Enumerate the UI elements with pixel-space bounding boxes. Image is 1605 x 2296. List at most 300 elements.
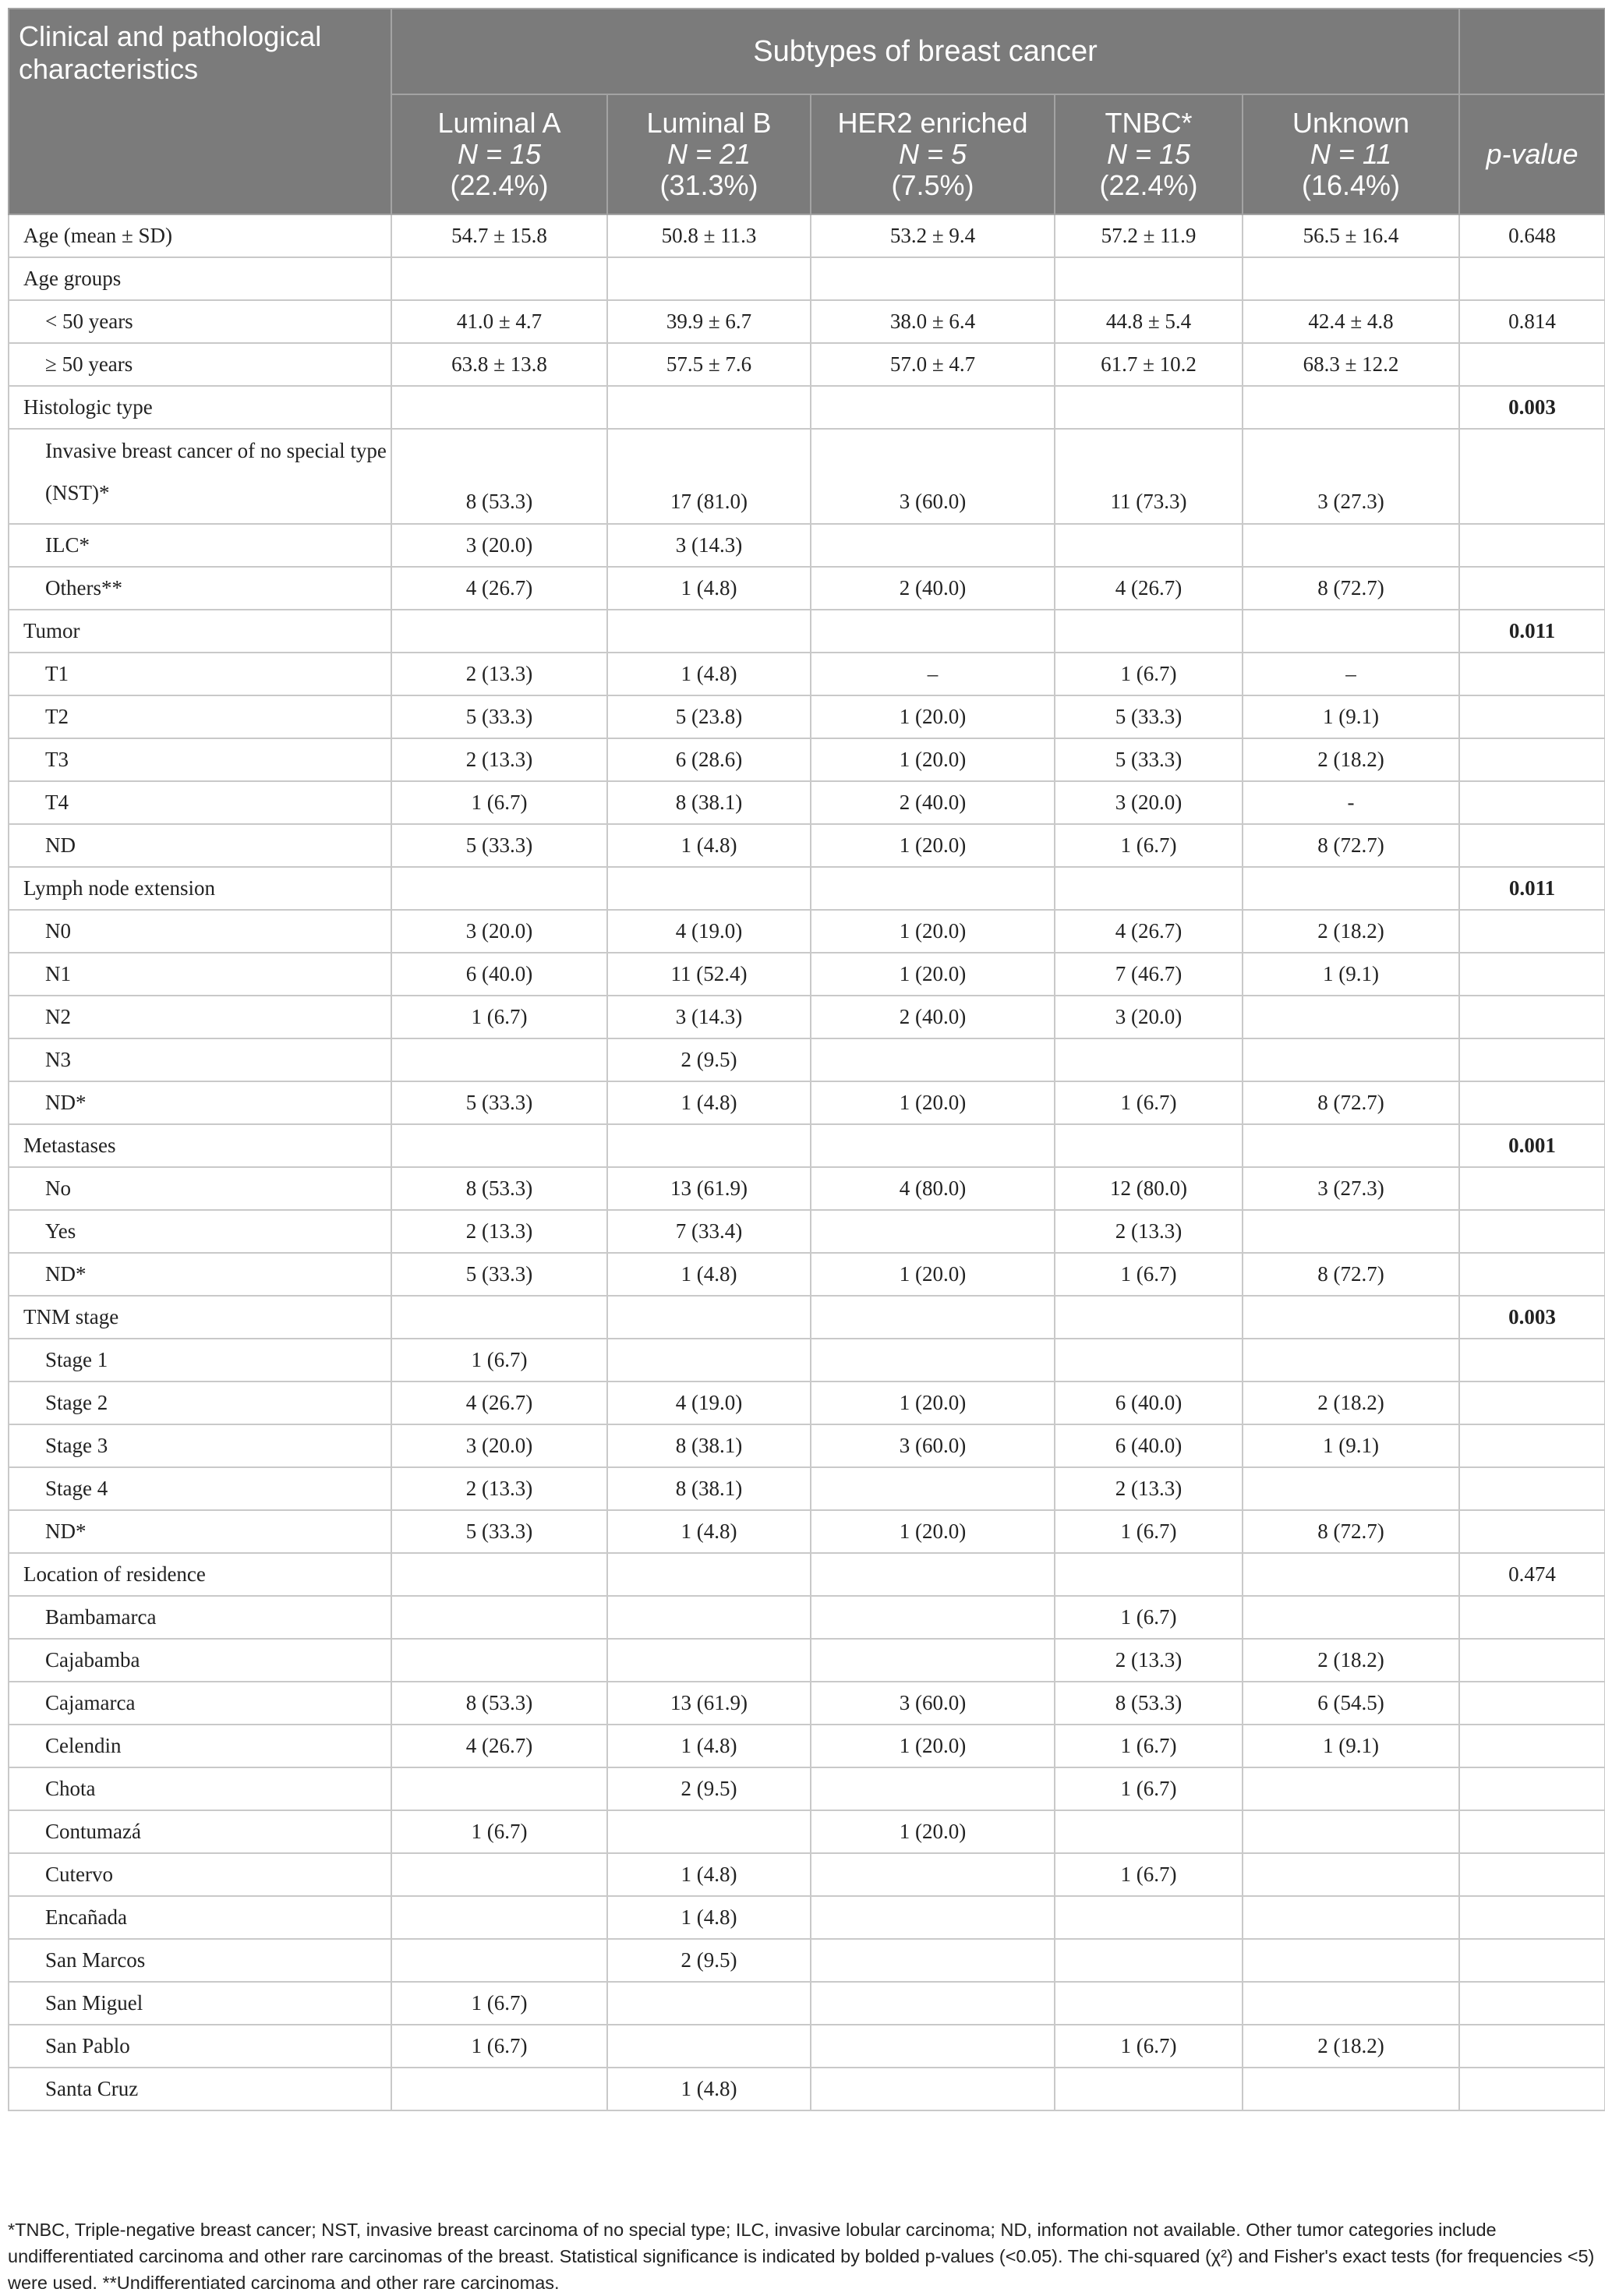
section-label: Age (mean ± SD) [9,214,391,257]
table-cell [811,1124,1055,1167]
p-value-label: p-value [1486,138,1578,170]
p-value-cell [1459,1424,1605,1467]
p-value-cell [1459,1639,1605,1682]
p-value-cell [1459,1467,1605,1510]
p-value-cell: 0.003 [1459,386,1605,429]
table-cell [391,1038,607,1081]
table-cell: 1 (20.0) [811,910,1055,953]
table-cell [1055,1896,1243,1939]
table-cell: 1 (4.8) [607,1896,811,1939]
table-cell [1055,1939,1243,1982]
column-name: Luminal B [646,107,772,139]
table-cell: 1 (6.7) [391,1982,607,2025]
table-row [9,300,1605,343]
table-cell [1055,257,1243,300]
table-cell [607,1982,811,2025]
table-row [9,1081,1605,1124]
table-cell: 1 (6.7) [391,2025,607,2068]
table-cell: 1 (9.1) [1243,1725,1459,1767]
table-cell [1243,996,1459,1038]
table-row [9,257,1605,300]
column-name: TNBC* [1105,107,1193,139]
table-cell: 2 (9.5) [607,1939,811,1982]
table-cell: 2 (40.0) [811,781,1055,824]
row-label: Cajamarca [9,1682,391,1725]
table-cell [1055,1296,1243,1339]
table-cell [811,610,1055,653]
p-value-cell [1459,1767,1605,1810]
table-cell [391,1124,607,1167]
table-cell: 8 (53.3) [391,1682,607,1725]
table-cell [1055,1553,1243,1596]
table-cell [811,1896,1055,1939]
table-cell [811,1553,1055,1596]
table-row [9,653,1605,695]
row-label: < 50 years [9,300,391,343]
table-cell [391,257,607,300]
p-value-cell [1459,953,1605,996]
table-row [9,1210,1605,1253]
table-cell: 1 (20.0) [811,1810,1055,1853]
table-cell: 1 (20.0) [811,1381,1055,1424]
table-cell [607,257,811,300]
column-n: N = 15 [1106,138,1191,170]
table-cell [811,867,1055,910]
row-label: ILC* [9,524,391,567]
table-cell: 5 (33.3) [391,1081,607,1124]
table-cell [391,1296,607,1339]
table-cell: 4 (26.7) [391,1725,607,1767]
table-row [9,953,1605,996]
column-n: N = 11 [1310,138,1392,170]
p-value-cell [1459,343,1605,386]
table-cell: 3 (14.3) [607,996,811,1038]
table-cell [391,1853,607,1896]
row-label: T2 [9,695,391,738]
table-cell [607,2025,811,2068]
table-cell: 56.5 ± 16.4 [1243,214,1459,257]
table-cell [391,610,607,653]
table-cell: 57.0 ± 4.7 [811,343,1055,386]
table-cell: 6 (28.6) [607,738,811,781]
table-row [9,1339,1605,1381]
table-cell: 5 (33.3) [391,824,607,867]
p-value-cell [1459,1339,1605,1381]
table-cell [811,1596,1055,1639]
table-footnote: *TNBC, Triple-negative breast cancer; NST, invasive breast carcinoma of no special type; ILC, invasive lobular carcinoma; ND, information not available. Other tumor categories include undifferentiated carcinoma and other rare carcinomas of the breast. Statistical significance is indicated by bolded p-values (<0.05). The chi-squared (χ²) and Fisher's exact tests (for frequencies <5) were used. **Undifferentiated carcinoma and other rare carcinomas. [8,2220,1595,2293]
column-n: N = 5 [898,138,967,170]
table-cell: 39.9 ± 6.7 [607,300,811,343]
table-cell: 1 (20.0) [811,1253,1055,1296]
row-label: San Pablo [9,2025,391,2068]
p-value-cell [1459,567,1605,610]
group-header: Subtypes of breast cancer [391,9,1459,94]
table-cell: 1 (4.8) [607,1253,811,1296]
table-cell: 12 (80.0) [1055,1167,1243,1210]
table-cell: 1 (6.7) [1055,1510,1243,1553]
table-cell: 2 (13.3) [391,738,607,781]
row-label: Stage 1 [9,1339,391,1381]
table-cell: 1 (6.7) [1055,1081,1243,1124]
corner-header: Clinical and pathological characteristics [9,9,391,214]
table-cell: 2 (18.2) [1243,1639,1459,1682]
p-value-cell [1459,1167,1605,1210]
table-cell [391,1639,607,1682]
table-row [9,781,1605,824]
column-n: N = 21 [666,138,751,170]
table-cell: 8 (38.1) [607,1467,811,1510]
table-cell: 41.0 ± 4.7 [391,300,607,343]
p-value-cell [1459,1081,1605,1124]
table-cell: 1 (20.0) [811,695,1055,738]
table-cell [811,2068,1055,2110]
row-label: Santa Cruz [9,2068,391,2110]
table-cell: 57.2 ± 11.9 [1055,214,1243,257]
table-cell: 4 (19.0) [607,1381,811,1424]
table-cell: 1 (20.0) [811,1725,1055,1767]
table-cell: 3 (60.0) [811,429,1055,524]
table-row [9,695,1605,738]
table-cell [391,386,607,429]
table-cell: 6 (54.5) [1243,1682,1459,1725]
table-cell [1243,1339,1459,1381]
table-cell: 8 (53.3) [391,429,607,524]
table-cell: 4 (26.7) [1055,567,1243,610]
row-label: Others** [9,567,391,610]
row-label: No [9,1167,391,1210]
table-cell: 2 (13.3) [1055,1467,1243,1510]
table-cell [1055,1038,1243,1081]
table-row [9,386,1605,429]
table-cell: 7 (33.4) [607,1210,811,1253]
table-cell: 5 (23.8) [607,695,811,738]
row-label: Stage 2 [9,1381,391,1424]
table-cell: 1 (4.8) [607,1510,811,1553]
table-row [9,214,1605,257]
table-cell: 4 (26.7) [391,1381,607,1424]
column-header-tnbc [1055,94,1243,214]
table-cell: 5 (33.3) [1055,695,1243,738]
column-header-p-value [1459,94,1605,214]
table-cell [1055,386,1243,429]
table-row [9,1639,1605,1682]
row-label: San Marcos [9,1939,391,1982]
p-value-cell [1459,910,1605,953]
table-row [9,910,1605,953]
table-cell [607,1124,811,1167]
table-cell: 17 (81.0) [607,429,811,524]
table-cell: 13 (61.9) [607,1167,811,1210]
table-cell [1243,2068,1459,2110]
table-cell: 68.3 ± 12.2 [1243,343,1459,386]
table-cell: 50.8 ± 11.3 [607,214,811,257]
table-cell [391,1939,607,1982]
table-cell: 54.7 ± 15.8 [391,214,607,257]
column-pct: (16.4%) [1301,169,1401,201]
table-cell [1055,610,1243,653]
section-label: Metastases [9,1124,391,1167]
table-row [9,1896,1605,1939]
row-label: ND* [9,1510,391,1553]
p-value-cell [1459,1853,1605,1896]
p-value-cell [1459,1253,1605,1296]
table-cell: 2 (13.3) [391,1467,607,1510]
table-cell [1243,1210,1459,1253]
column-n: N = 15 [457,138,542,170]
table-cell: 6 (40.0) [1055,1381,1243,1424]
table-row [9,429,1605,524]
table-cell [607,1810,811,1853]
table-cell [391,1596,607,1639]
row-label: Celendin [9,1725,391,1767]
table-cell [1055,1339,1243,1381]
table-cell: 1 (6.7) [1055,1767,1243,1810]
table-cell: 1 (20.0) [811,1081,1055,1124]
p-value-cell [1459,257,1605,300]
table-cell: 1 (9.1) [1243,953,1459,996]
table-cell: 2 (13.3) [1055,1639,1243,1682]
table-cell: 1 (20.0) [811,738,1055,781]
table-cell [1055,1982,1243,2025]
section-label: Lymph node extension [9,867,391,910]
table-cell: 1 (20.0) [811,824,1055,867]
table-cell: 2 (40.0) [811,996,1055,1038]
p-value-cell: 0.814 [1459,300,1605,343]
row-label: Yes [9,1210,391,1253]
table-cell [1055,1124,1243,1167]
row-label: N1 [9,953,391,996]
table-cell [811,1210,1055,1253]
table-cell: 4 (26.7) [1055,910,1243,953]
p-value-cell [1459,695,1605,738]
table-cell [1243,1896,1459,1939]
p-value-cell [1459,996,1605,1038]
table-row [9,1424,1605,1467]
table-row [9,738,1605,781]
table-row [9,1725,1605,1767]
table-cell [391,1896,607,1939]
row-label: San Miguel [9,1982,391,2025]
row-label: Stage 4 [9,1467,391,1510]
table-cell [1243,1038,1459,1081]
table-cell: 8 (72.7) [1243,1510,1459,1553]
section-label: Histologic type [9,386,391,429]
table-cell [811,1296,1055,1339]
table-row [9,1767,1605,1810]
table-cell: 2 (40.0) [811,567,1055,610]
table-cell: 1 (20.0) [811,953,1055,996]
table-cell: 1 (4.8) [607,567,811,610]
table-row [9,524,1605,567]
table-cell: 1 (20.0) [811,1510,1055,1553]
table-cell: 1 (6.7) [391,996,607,1038]
p-value-cell [1459,824,1605,867]
section-label: TNM stage [9,1296,391,1339]
table-row [9,1381,1605,1424]
table-cell [1243,610,1459,653]
table-cell: 1 (6.7) [1055,1253,1243,1296]
column-pct: (22.4%) [450,169,549,201]
table-cell: 11 (73.3) [1055,429,1243,524]
table-cell: 2 (18.2) [1243,1381,1459,1424]
row-label: Encañada [9,1896,391,1939]
table-cell: 1 (4.8) [607,824,811,867]
table-cell: 1 (6.7) [1055,824,1243,867]
row-label: Chota [9,1767,391,1810]
table-cell [1055,867,1243,910]
column-header-luminal-b [607,94,811,214]
table-cell [391,1553,607,1596]
table-cell [811,1339,1055,1381]
table-cell: 8 (38.1) [607,1424,811,1467]
column-pct: (22.4%) [1099,169,1198,201]
table-cell [811,257,1055,300]
row-label: T4 [9,781,391,824]
table-cell: 3 (20.0) [1055,781,1243,824]
table-cell [391,1767,607,1810]
table-cell [391,867,607,910]
table-cell [1243,1982,1459,2025]
table-cell: 57.5 ± 7.6 [607,343,811,386]
row-label: T3 [9,738,391,781]
table-cell: 1 (6.7) [391,781,607,824]
table-cell: 2 (13.3) [391,653,607,695]
table-cell: 5 (33.3) [391,695,607,738]
p-value-cell: 0.003 [1459,1296,1605,1339]
table-cell: 8 (72.7) [1243,824,1459,867]
table-cell [1243,1467,1459,1510]
table-cell [607,1553,811,1596]
table-row [9,2025,1605,2068]
table-row [9,1296,1605,1339]
table-cell: 8 (53.3) [1055,1682,1243,1725]
table-cell [607,1339,811,1381]
table-cell: 1 (6.7) [1055,1853,1243,1896]
table-cell [1243,1296,1459,1339]
table-row [9,1853,1605,1896]
table-cell: 3 (27.3) [1243,1167,1459,1210]
table-cell: 3 (20.0) [391,910,607,953]
section-label: Location of residence [9,1553,391,1596]
table-cell [811,1982,1055,2025]
p-value-cell [1459,1510,1605,1553]
table-row [9,867,1605,910]
row-label: N0 [9,910,391,953]
table-cell [1243,1553,1459,1596]
table-row [9,1596,1605,1639]
table-row [9,824,1605,867]
table-cell: 1 (6.7) [391,1810,607,1853]
section-label: Age groups [9,257,391,300]
table-cell [811,1939,1055,1982]
table-cell: 3 (20.0) [1055,996,1243,1038]
table-cell: 3 (20.0) [391,1424,607,1467]
p-value-cell [1459,1596,1605,1639]
table-cell: 1 (6.7) [391,1339,607,1381]
table-cell: 2 (13.3) [1055,1210,1243,1253]
table-row [9,610,1605,653]
p-value-cell [1459,738,1605,781]
table-cell: 4 (80.0) [811,1167,1055,1210]
table-cell [607,1296,811,1339]
table-cell: 5 (33.3) [391,1510,607,1553]
table-row [9,1167,1605,1210]
table-cell: - [1243,781,1459,824]
table-cell: 1 (9.1) [1243,695,1459,738]
p-value-cell [1459,1682,1605,1725]
table-body [9,214,1605,2110]
table-cell [811,2025,1055,2068]
table-cell: 8 (38.1) [607,781,811,824]
table-row [9,343,1605,386]
table-cell [811,1038,1055,1081]
table-cell: – [811,653,1055,695]
row-label: Bambamarca [9,1596,391,1639]
p-value-cell: 0.648 [1459,214,1605,257]
table-cell: 1 (6.7) [1055,1596,1243,1639]
row-label: N3 [9,1038,391,1081]
table-cell: 1 (4.8) [607,1081,811,1124]
table-cell [607,867,811,910]
p-value-cell [1459,1381,1605,1424]
table-cell [811,1467,1055,1510]
table-cell [607,1596,811,1639]
table-cell [1243,524,1459,567]
row-label: Cutervo [9,1853,391,1896]
table-cell: 11 (52.4) [607,953,811,996]
table-cell: 8 (53.3) [391,1167,607,1210]
table-cell: 2 (13.3) [391,1210,607,1253]
row-label: ND [9,824,391,867]
column-name: HER2 enriched [837,107,1028,139]
table-row [9,567,1605,610]
table-cell: 3 (27.3) [1243,429,1459,524]
table-cell [1055,2068,1243,2110]
table-cell: 2 (9.5) [607,1038,811,1081]
table-cell: 3 (20.0) [391,524,607,567]
table-row [9,1467,1605,1510]
table-cell [1055,1810,1243,1853]
table-cell [1243,867,1459,910]
table-cell: 63.8 ± 13.8 [391,343,607,386]
p-value-cell: 0.474 [1459,1553,1605,1596]
p-value-cell [1459,2068,1605,2110]
table-cell: 1 (4.8) [607,1725,811,1767]
table-cell: 2 (18.2) [1243,738,1459,781]
table-row [9,2068,1605,2110]
table-cell: 1 (6.7) [1055,2025,1243,2068]
table-cell: 8 (72.7) [1243,1081,1459,1124]
table-cell: 38.0 ± 6.4 [811,300,1055,343]
row-label: Invasive breast cancer of no special type (NST)* [9,429,391,524]
p-value-cell [1459,524,1605,567]
table-cell [1243,1853,1459,1896]
column-header-her2-enriched [811,94,1055,214]
table-cell [607,610,811,653]
table-row [9,1982,1605,2025]
table-cell: 3 (60.0) [811,1424,1055,1467]
table-cell: 4 (19.0) [607,910,811,953]
section-label: Tumor [9,610,391,653]
table-cell: 42.4 ± 4.8 [1243,300,1459,343]
row-label: Contumazá [9,1810,391,1853]
p-value-cell [1459,653,1605,695]
table-cell [1243,1939,1459,1982]
table-cell: 2 (18.2) [1243,910,1459,953]
table-cell [1243,1596,1459,1639]
table-cell [1243,257,1459,300]
row-label: N2 [9,996,391,1038]
